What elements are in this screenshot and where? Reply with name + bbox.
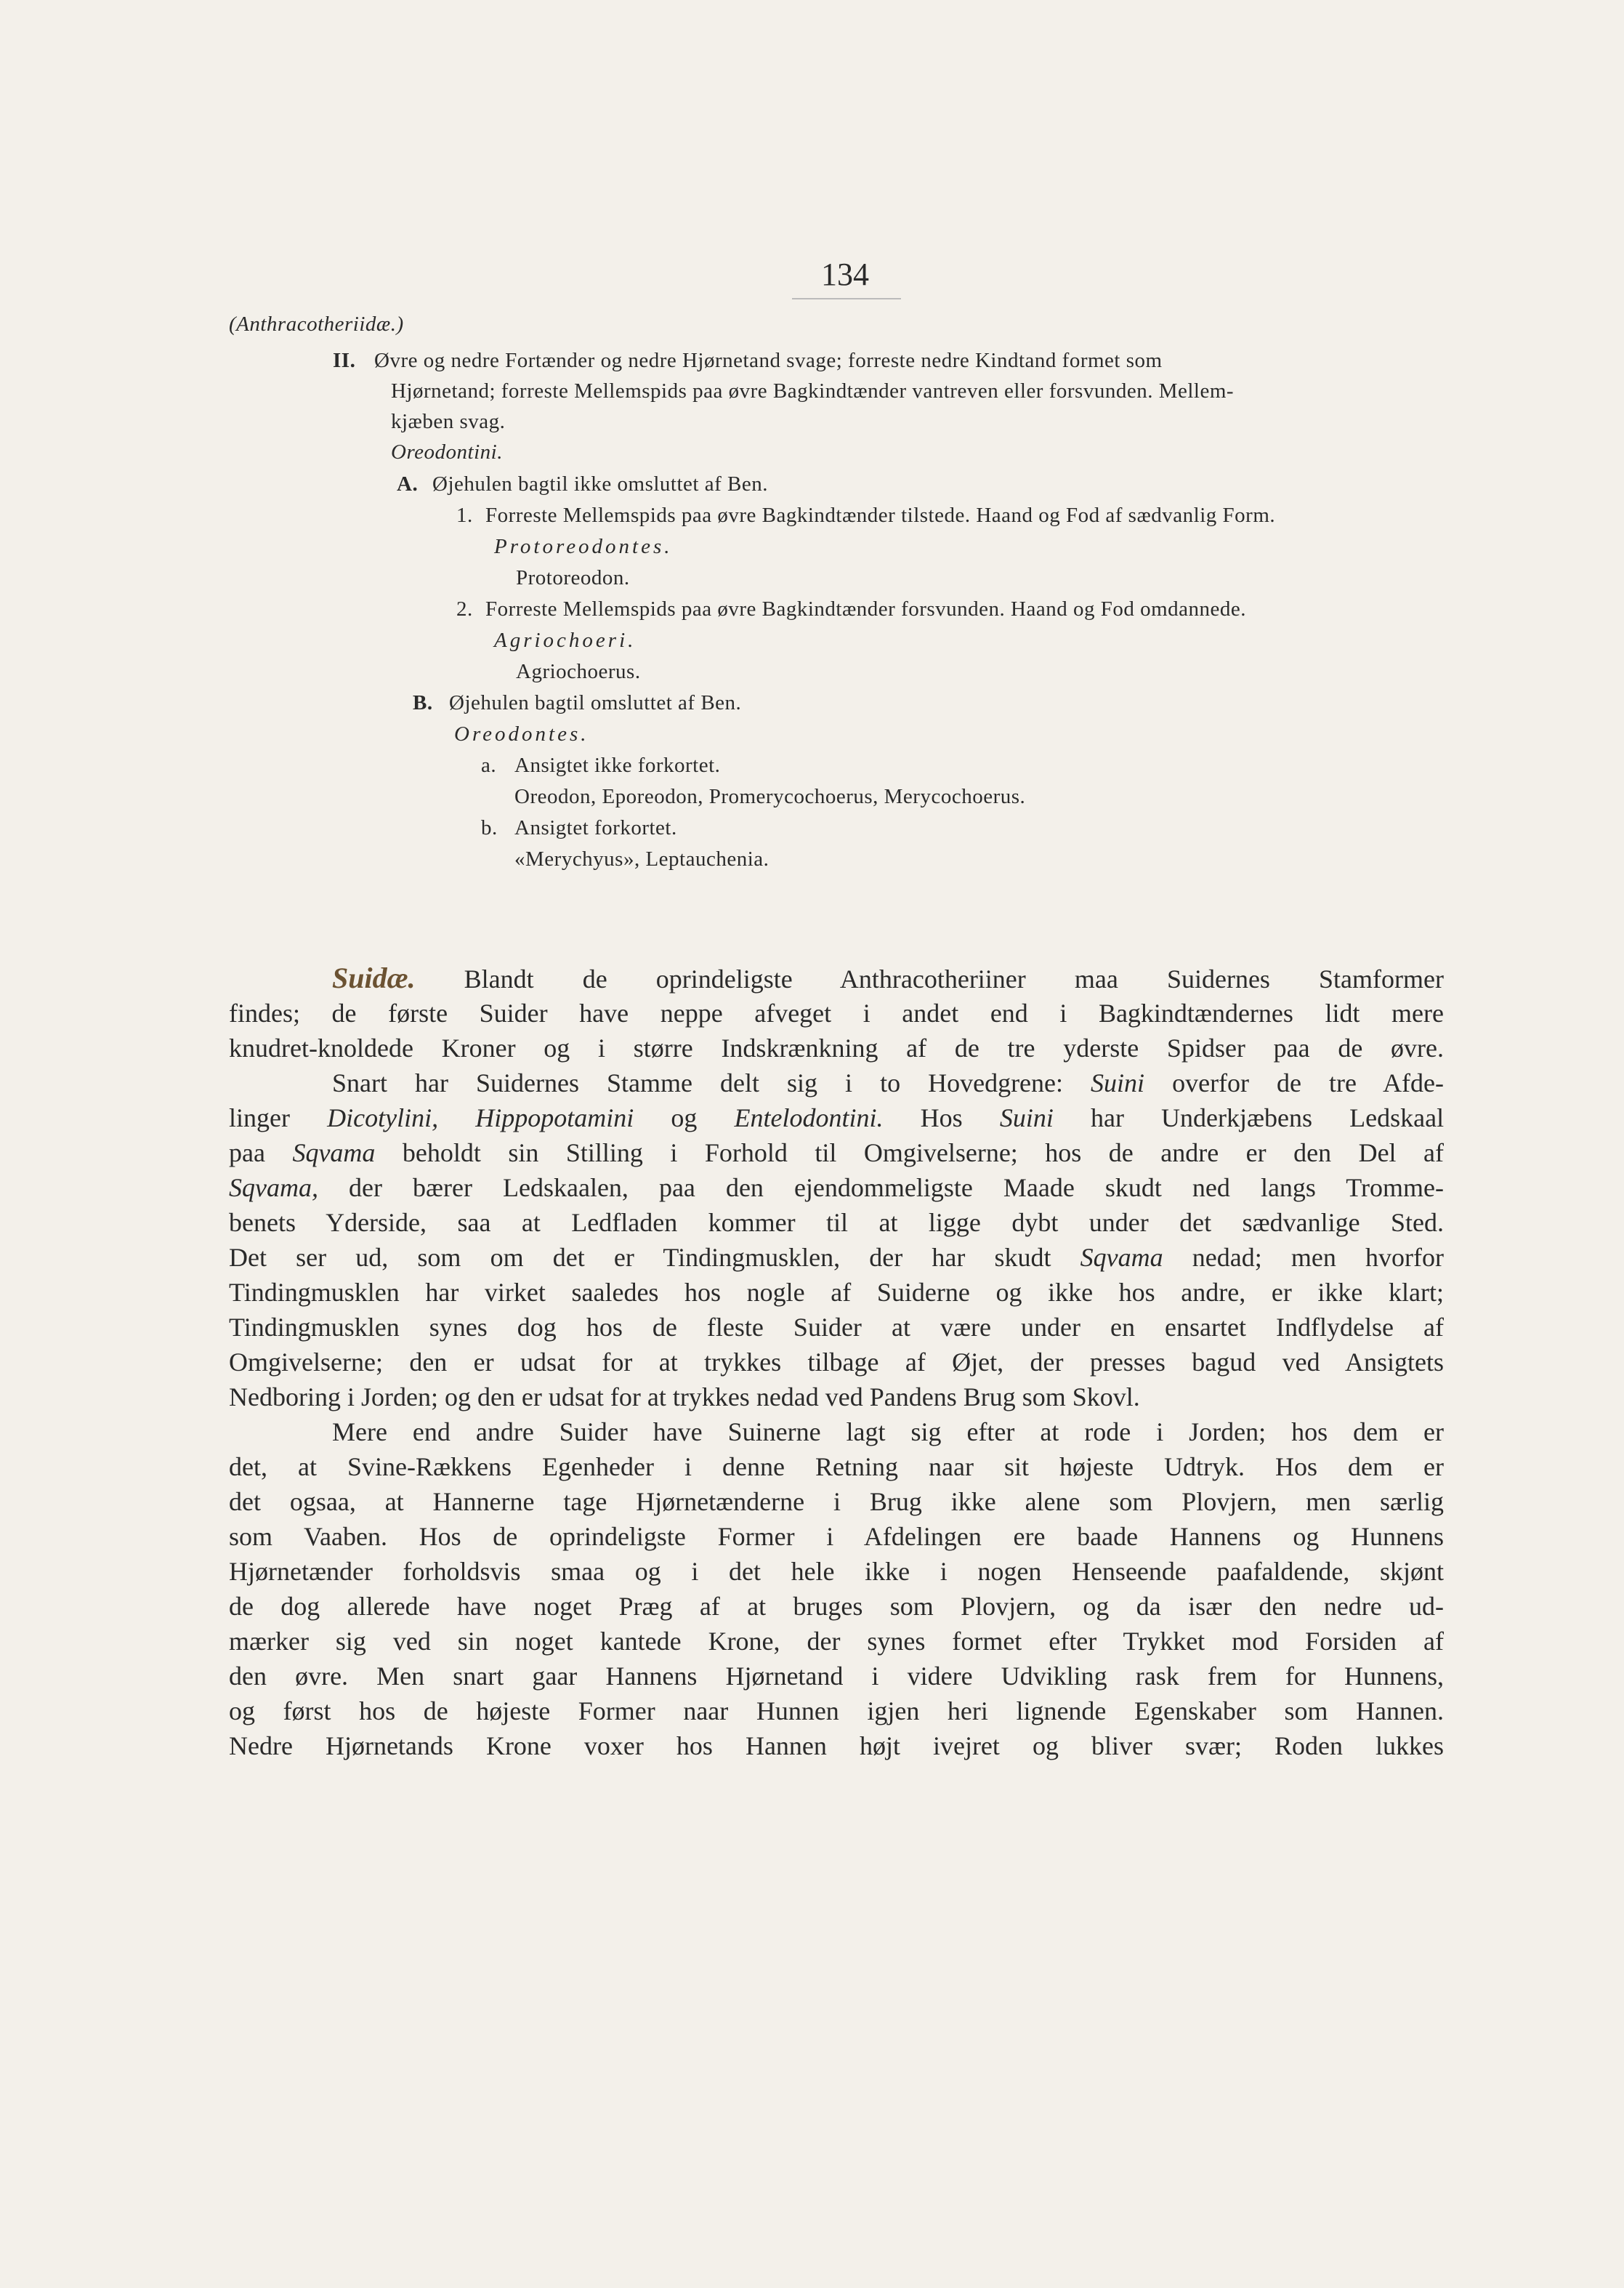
body-line-text: overfor de tre Afde- [1172,1068,1445,1097]
body-line-text: Blandt de oprindeligste Anthracotheriiner maa Suidernes Stamformer [464,964,1444,994]
key-b-sub-genera: «Merychyus», Leptauchenia. [514,847,769,871]
body-line: Tindingmusklen har virket saaledes hos nogle af Suiderne og ikke hos andre, er ikke klart; [229,1278,1444,1307]
body-line [229,1100,1444,1135]
body-line-text: Hos [920,1103,963,1132]
key-2-genera: Agriochoerus. [516,660,641,683]
section-heading: Suidæ. [332,962,416,994]
anatomy-term: Sqvama, [229,1173,318,1202]
page-number: 134 [821,257,869,292]
body-line: Hjørnetænder forholdsvis smaa og i det hele ikke i nogen Henseende paafaldende, skjønt [229,1557,1444,1586]
section-marker: II. [333,349,356,372]
body-line: Nedre Hjørnetands Krone voxer hos Hannen højt ivejret og bliver svær; Roden lukkes [229,1731,1444,1760]
key-1-genera: Protoreodon. [516,566,630,589]
key-2-text: Forreste Mellemspids paa øvre Bagkindtænder forsvunden. Haand og Fod omdannede. [485,597,1247,621]
body-line: benets Yderside, saa at Ledfladen kommer til at ligge dybt under det sædvanlige Sted. [229,1208,1444,1237]
running-family-name: (Anthracotheriidæ.) [229,313,404,336]
key-2-marker: 2. [456,597,473,621]
body-line: den øvre. Men snart gaar Hannens Hjørnetand i videre Udvikling rask frem for Hunnens, [229,1661,1444,1691]
body-line: det ogsaa, at Hannerne tage Hjørnetænderne i Brug ikke alene som Plovjern, men særlig [229,1487,1444,1516]
body-line: mærker sig ved sin noget kantede Krone, der synes formet efter Trykket mod Forsiden af [229,1627,1444,1656]
body-line: Tindingmusklen synes dog hos de fleste Suider at være under en ensartet Indflydelse af [229,1313,1444,1342]
key-a-text: Øjehulen bagtil ikke omsluttet af Ben. [432,472,768,496]
body-line-text: Snart har Suidernes Stamme delt sig i to Hovedgrene: [332,1068,1064,1097]
group-name: Oreodontini. [391,440,503,464]
body-line-text: Det ser ud, som om det er Tindingmusklen, der har skudt [229,1243,1051,1272]
page-number-rule [792,298,901,299]
body-line: som Vaaben. Hos de oprindeligste Former i Afdelingen ere baade Hannens og Hunnens [229,1522,1444,1551]
taxon-name: Suini [1091,1068,1145,1097]
body-line-text: der bærer Ledskaalen, paa den ejendommeligste Maade skudt ned langs Tromme- [349,1173,1444,1202]
body-line [229,1170,1444,1205]
taxon-name: Entelodontini. [734,1103,884,1132]
key-1-marker: 1. [456,504,473,527]
key-b-group: Oreodontes. [454,722,589,746]
body-line-text: nedad; men hvorfor [1192,1243,1444,1272]
section-text-3: kjæben svag. [391,410,506,433]
key-b-marker: B. [413,691,433,714]
body-line [229,961,1444,996]
key-b-sub-text: Ansigtet forkortet. [514,816,677,839]
key-1-text: Forreste Mellemspids paa øvre Bagkindtænder tilstede. Haand og Fod af sædvanlig Form. [485,504,1276,527]
body-line: findes; de første Suider have neppe afveget i andet end i Bagkindtændernes lidt mere [229,999,1444,1028]
body-line-text: linger [229,1103,290,1132]
body-line: det, at Svine-Rækkens Egenheder i denne Retning naar sit højeste Udtryk. Hos dem er [229,1452,1444,1481]
body-line [229,1066,1444,1100]
anatomy-term: Sqvama [1080,1243,1163,1272]
key-a-sub-marker: a. [481,754,497,777]
body-line: Nedboring i Jorden; og den er udsat for at trykkes nedad ved Pandens Brug som Skovl. [229,1382,1140,1411]
body-line [229,1240,1444,1275]
taxon-name: Suini [999,1103,1054,1132]
section-text-1: Øvre og nedre Fortænder og nedre Hjørnetand svage; forreste nedre Kindtand formet som [374,349,1163,372]
anatomy-term: Sqvama [292,1138,376,1167]
taxon-name: Dicotylini, [327,1103,439,1132]
body-line-text: beholdt sin Stilling i Forhold til Omgivelserne; hos de andre er den Del af [402,1138,1445,1167]
body-line: de dog allerede have noget Præg af at bruges som Plovjern, og da især den nedre ud- [229,1592,1444,1621]
body-line: Omgivelserne; den er udsat for at trykkes tilbage af Øjet, der presses bagud ved Ansigtets [229,1348,1444,1377]
key-b-text: Øjehulen bagtil omsluttet af Ben. [449,691,742,714]
key-b-sub-marker: b. [481,816,498,839]
body-line-text: paa [229,1138,265,1167]
key-a-sub-text: Ansigtet ikke forkortet. [514,754,721,777]
body-line-text: har Underkjæbens Ledskaal [1090,1103,1445,1132]
body-line-text: og [671,1103,698,1132]
key-2-group: Agriochoeri. [494,629,637,652]
key-1-group: Protoreodontes. [494,535,673,558]
body-text [229,961,1444,1763]
key-a-sub-genera: Oreodon, Eporeodon, Promerycochoerus, Merycochoerus. [514,785,1026,808]
body-line: knudret-knoldede Kroner og i større Indskrænkning af de tre yderste Spidser paa de øvre. [229,1034,1444,1063]
body-line: Mere end andre Suider have Suinerne lagt sig efter at rode i Jorden; hos dem er [332,1417,1444,1446]
key-a-marker: A. [397,472,419,496]
body-line: og først hos de højeste Former naar Hunnen igjen heri lignende Egenskaber som Hannen. [229,1696,1444,1725]
taxon-name: Hippopotamini [475,1103,634,1132]
section-text-2: Hjørnetand; forreste Mellemspids paa øvre Bagkindtænder vantreven eller forsvunden. Mellem- [391,379,1235,403]
body-line [229,1135,1444,1170]
